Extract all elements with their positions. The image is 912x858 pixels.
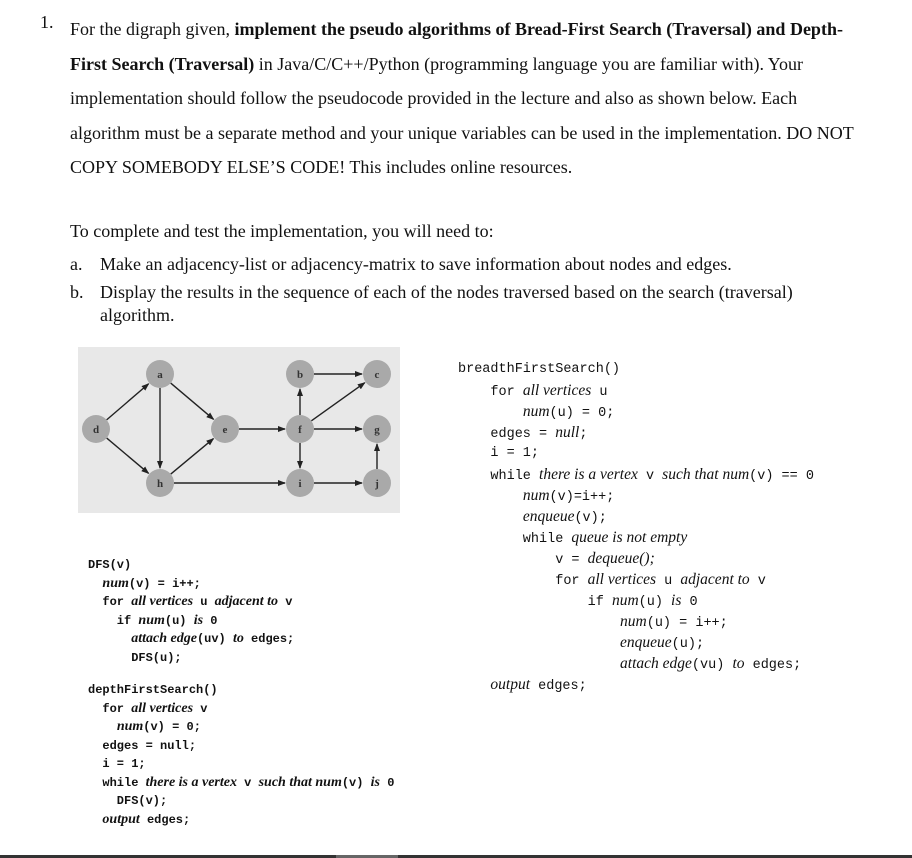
question-text	[70, 12, 860, 185]
code-italic-text: null	[555, 424, 580, 441]
node-b	[286, 360, 314, 388]
code-text	[88, 632, 131, 646]
code-text: ;	[579, 427, 588, 442]
code-italic-text: enqueue	[620, 634, 672, 651]
node-c	[363, 360, 391, 388]
edge-f-c	[311, 383, 364, 421]
bfs-line	[458, 548, 814, 569]
svg-text:h: h	[156, 478, 164, 490]
bfs-line	[458, 359, 814, 380]
bfs-line	[458, 443, 814, 464]
code-italic-text: is	[671, 592, 682, 609]
code-text: i = 1;	[88, 757, 146, 771]
code-text: (u) = 0;	[549, 406, 615, 421]
code-italic-text: num	[138, 612, 165, 628]
depth-first-line	[88, 774, 394, 793]
code-text: (v) = i++;	[128, 576, 201, 591]
bfs-line	[458, 506, 814, 527]
code-text	[458, 637, 620, 652]
code-text: u	[656, 574, 681, 589]
code-italic-text: to	[232, 631, 244, 646]
code-text: edges;	[139, 812, 191, 827]
code-text: DFS(u);	[88, 650, 182, 665]
dfs-line	[88, 593, 294, 612]
code-text: depthFirstSearch()	[88, 683, 218, 697]
code-text: (u)	[638, 595, 672, 610]
edge-a-e	[171, 383, 214, 419]
code-italic-text: attach edge	[131, 631, 197, 646]
code-text	[88, 813, 102, 827]
code-text	[458, 658, 620, 673]
node-g	[363, 415, 391, 443]
svg-text:d: d	[92, 424, 100, 436]
code-text: (uv)	[196, 632, 233, 646]
code-text	[458, 490, 523, 505]
node-a	[146, 360, 174, 388]
code-italic-text: is	[193, 612, 204, 628]
code-text: for	[88, 701, 132, 716]
code-text: v	[637, 469, 663, 484]
code-text: v	[278, 595, 293, 609]
depth-first-line	[88, 811, 394, 830]
dfs-line	[88, 556, 294, 575]
code-text: (u)	[164, 613, 194, 628]
code-italic-text: enqueue	[522, 508, 575, 525]
svg-text:b: b	[296, 369, 304, 381]
code-text	[458, 511, 523, 526]
edge-d-a	[107, 384, 149, 420]
code-text: (u) = i++;	[646, 616, 728, 631]
code-text: edges = null;	[88, 738, 197, 753]
requirement-label: a.	[70, 254, 83, 274]
code-text: DFS(v);	[88, 794, 168, 808]
code-text: DFS(v)	[88, 558, 132, 572]
dfs-line	[88, 612, 294, 631]
depth-first-line	[88, 792, 394, 811]
question-text-intro: For the digraph given,	[70, 19, 235, 39]
dfs-pseudocode	[88, 556, 294, 667]
code-text: 0	[203, 613, 218, 628]
svg-text:j: j	[375, 478, 379, 490]
code-text: while	[458, 469, 540, 484]
node-d	[82, 415, 110, 443]
code-italic-text: output	[102, 811, 140, 827]
code-italic-text: num	[102, 575, 129, 591]
requirement-text: Make an adjacency-list or adjacency-matrix to save information about nodes and edges.	[100, 254, 732, 274]
bfs-line	[458, 527, 814, 548]
code-italic-text: there is a vertex	[539, 466, 638, 483]
code-text: v =	[458, 553, 588, 568]
bfs-line	[458, 485, 814, 506]
code-italic-text: such that num	[258, 774, 342, 790]
code-text: if	[88, 613, 139, 628]
code-text: (v) == 0	[749, 469, 814, 484]
code-text: edges =	[458, 427, 556, 442]
bfs-line	[458, 611, 814, 632]
code-text	[458, 406, 523, 421]
svg-text:e: e	[222, 424, 228, 436]
code-italic-text: queue is not empty	[571, 529, 688, 546]
code-italic-text: all vertices	[131, 700, 194, 716]
question-text-bold: implement the pseudo algorithms of Bread-First Search (Traversal) and Depth-First Search (Traversal)	[70, 19, 843, 74]
code-text: u	[591, 385, 608, 400]
code-italic-text: adjacent to	[680, 571, 750, 588]
svg-text:g: g	[374, 424, 380, 436]
code-text: (v)	[341, 775, 371, 790]
code-text: edges;	[530, 679, 587, 694]
bfs-line	[458, 422, 814, 443]
code-text	[458, 616, 620, 631]
code-italic-text: all vertices	[131, 594, 194, 609]
code-text: breadthFirstSearch()	[458, 362, 621, 377]
svg-text:f: f	[298, 424, 302, 436]
bfs-line	[458, 569, 814, 590]
edge-h-e	[171, 439, 214, 474]
code-text: i = 1;	[458, 446, 540, 461]
node-e	[211, 415, 239, 443]
code-text: (u);	[671, 637, 705, 652]
code-text: if	[458, 595, 612, 610]
requirement-label: b.	[70, 282, 84, 302]
code-italic-text: is	[370, 774, 381, 790]
code-text	[88, 720, 117, 734]
code-text: for	[458, 385, 523, 400]
depth-first-line	[88, 718, 394, 737]
code-text: v	[193, 701, 208, 716]
depth-first-search-pseudocode	[88, 681, 394, 829]
code-italic-text: all vertices	[522, 382, 592, 399]
code-italic-text: num	[620, 613, 647, 630]
digraph-figure	[78, 347, 400, 513]
node-i	[286, 469, 314, 497]
dfs-line	[88, 630, 294, 649]
code-text: while	[458, 532, 572, 547]
breadth-first-search-pseudocode	[458, 359, 814, 695]
svg-text:c: c	[374, 369, 380, 381]
depth-first-line	[88, 737, 394, 756]
dfs-line	[88, 575, 294, 594]
code-text	[458, 679, 490, 694]
code-text: while	[88, 775, 146, 790]
question-text-rest: in Java/C/C++/Python (programming language you are familiar with). Your implementation should follow the pseudocode provided in the lecture and also as shown below. Each algorithm must be a separate method and your unique variables can be used in the implementation. DO NOT COPY SOMEBODY ELSE’S CODE! This includes online resources.	[70, 53, 854, 177]
bfs-line	[458, 464, 814, 485]
dfs-line	[88, 649, 294, 668]
code-text: (vu)	[691, 658, 733, 673]
code-text: 0	[681, 595, 698, 610]
bfs-line	[458, 401, 814, 422]
depth-first-line	[88, 755, 394, 774]
code-italic-text: there is a vertex	[145, 774, 237, 790]
node-f	[286, 415, 314, 443]
code-italic-text: attach edge	[620, 655, 692, 672]
node-j	[363, 469, 391, 497]
code-italic-text: such that num	[662, 466, 750, 483]
code-text: v	[749, 574, 766, 589]
requirement-text: Display the results in the sequence of each of the nodes traversed based on the search (traversal) algorithm.	[100, 282, 793, 325]
svg-text:i: i	[298, 478, 302, 490]
code-text: for	[88, 595, 132, 609]
code-italic-text: adjacent to	[214, 594, 279, 609]
svg-text:a: a	[157, 369, 163, 381]
node-h	[146, 469, 174, 497]
depth-first-line	[88, 700, 394, 719]
edge-d-h	[107, 438, 149, 473]
code-text: (v);	[574, 511, 607, 526]
bfs-line	[458, 380, 814, 401]
code-italic-text: to	[732, 655, 745, 672]
code-italic-text: num	[611, 592, 639, 609]
digraph-svg	[78, 347, 400, 513]
bfs-line	[458, 632, 814, 653]
requirements-intro: To complete and test the implementation, you will need to:	[70, 221, 494, 241]
code-italic-text: num	[522, 403, 550, 420]
bfs-line	[458, 653, 814, 674]
code-italic-text: num	[116, 719, 144, 734]
code-text: (v)=i++;	[549, 490, 615, 505]
code-text: edges;	[243, 632, 295, 646]
bfs-line	[458, 674, 814, 695]
code-text: 0	[380, 775, 395, 790]
code-text: v	[236, 775, 259, 790]
code-text	[88, 577, 102, 591]
code-italic-text: output	[490, 676, 531, 693]
code-text: u	[193, 595, 215, 609]
code-text: for	[458, 574, 588, 589]
code-italic-text: num	[522, 487, 550, 504]
code-text: edges;	[744, 658, 802, 673]
code-italic-text: dequeue();	[587, 550, 655, 567]
question-number: 1.	[40, 12, 54, 32]
bfs-line	[458, 590, 814, 611]
code-text: (v) = 0;	[143, 720, 201, 734]
code-italic-text: all vertices	[587, 571, 657, 588]
depth-first-line	[88, 681, 394, 700]
